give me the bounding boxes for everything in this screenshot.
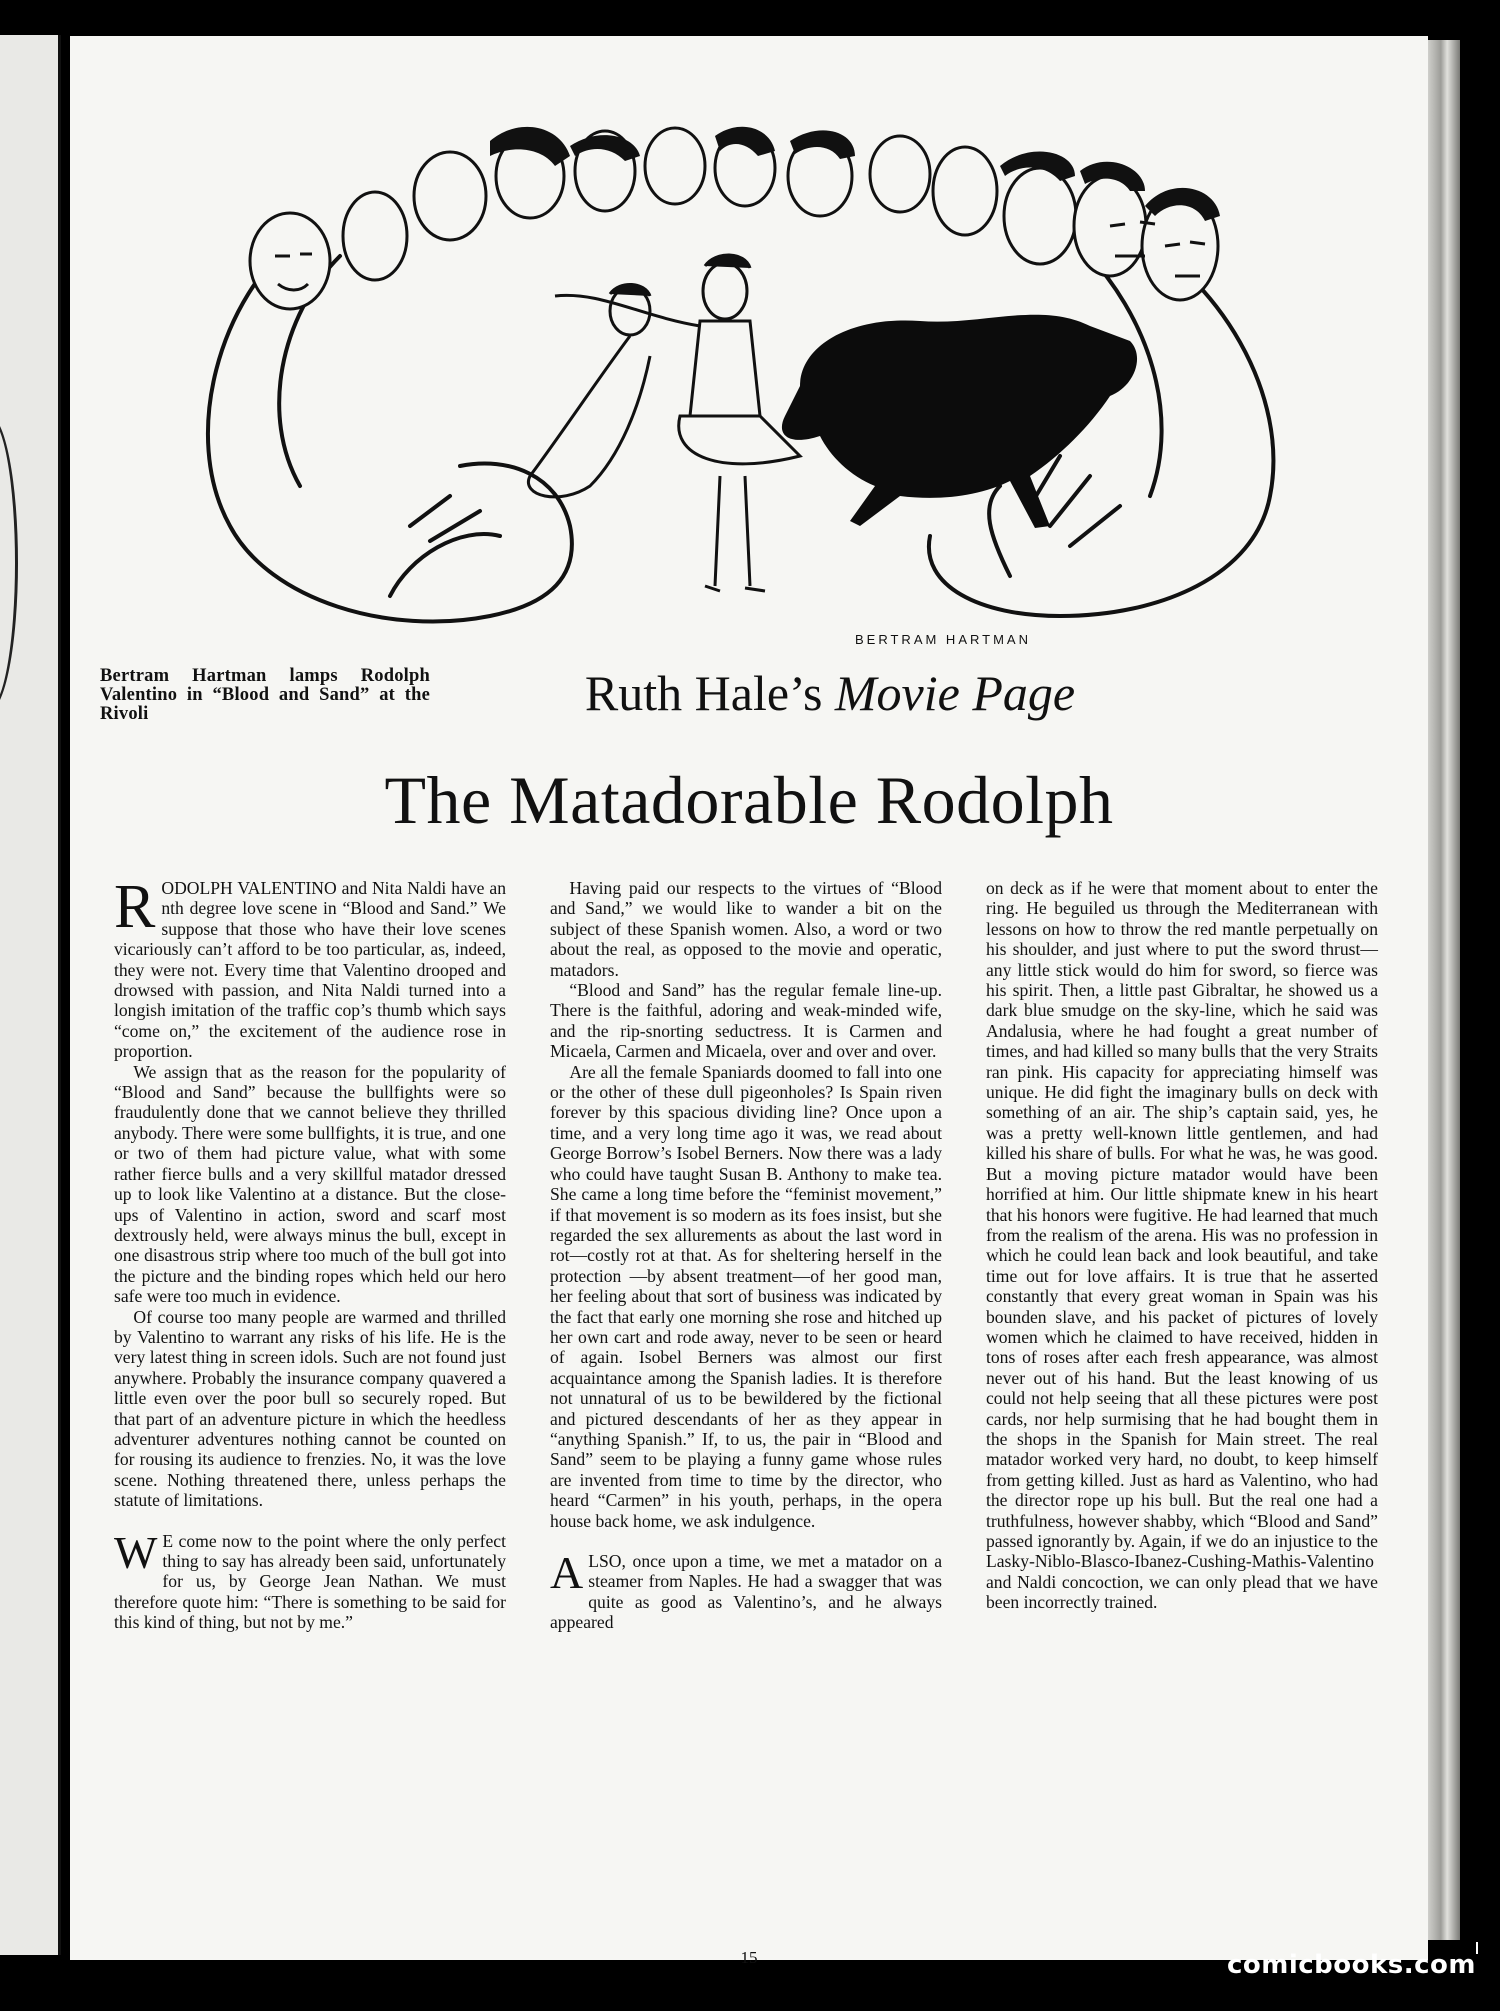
source-watermark: comicbooks.com xyxy=(1226,1950,1476,1980)
paragraph-text: ODOLPH VALENTINO and Nita Naldi have an nth degree love scene in “Blood and Sand.” We suppose that those who have their love scenes vicariously can’t afford to be too particular, as, indeed, they were not. Every time that Valentino drooped and drowsed with passion, and Nita Naldi turned into a longish imitation of the traffic cop’s thumb which says “come on,” the excitement of the audience rose in proportion. xyxy=(114,878,506,1062)
magazine-page xyxy=(70,36,1428,1967)
page-number: 15 xyxy=(740,1948,758,1967)
facing-page-edge xyxy=(0,35,61,1955)
article-column-3 xyxy=(986,878,1378,1613)
edge-mark xyxy=(1476,1942,1478,1954)
article-paragraph: on deck as if he were that moment about to enter the ring. He beguiled us through the Mediterranean with lessons on how to throw the red mantle perpetually on his shoulder, and just where to put the sword thrust—any little stick would do him for sword, so fierce was his spirit. Then, a little past Gibraltar, he showed us a dark blue smudge on the sky-line, which he said was Andalusia, where he had fought a great number of times, and had killed so many bulls that the very Straits ran pink. His capacity for appreciating himself was unique. He did fight the imaginary bulls on deck with something of an air. The ship’s captain said, yes, he was a pretty well-known little gentlemen, and had killed his share of bulls. For what he was, he was good. But a moving picture matador would have been horrified at him. Our little shipmate knew in his heart that his honors were fugitive. He had learned that much from the realism of the arena. His was no profession in which he could lean back and look beautiful, and take time out for love affairs. It is true that he asserted constantly that every great woman in Spain was his bounden slave, and his packet of pictures of lovely women which he claimed to have received, hidden in tons of roses after each fresh appearance, was almost never out of his hand. But the least knowing of us could not help seeing that all these pictures were post cards, nor help surmising that he had bought them in the shops in the Spanish for Main street. The real matador worked very hard, no doubt, to keep himself from getting killed. Just as hard as Valentino, who had the director rope up his bull. But the real one had a truthfulness, however shabby, which “Blood and Sand” passed ignorantly by. Again, if we do an injustice to the Lasky-Niblo-Blasco-Ibanez-Cushing-Mathis-Valentino and Naldi concoction, we can only plead that we have been incorrectly trained. xyxy=(986,878,1378,1613)
illustration-drawing xyxy=(160,56,1340,646)
drop-cap: W xyxy=(114,1526,158,1578)
article-paragraph: Are all the female Spaniards doomed to fall into one or the other of these dull pigeonholes? Is Spain riven forever by this spacious dividing line? Once upon a time, and a very long time ago it was, we read about George Borrow’s Isobel Berners. Now there was a lady who could have taught Susan B. Anthony to make tea. She came a long time before the “feminist movement,” if that movement is so modern as its foes insist, but she regarded the sex allurements as about the last word in rot—costly rot at that. As for sheltering herself in the protection —by absent treatment—of her good man, her feeling about that sort of business was indicated by the fact that early one morning she rose and hitched up her own cart and rode away, never to be seen or heard of again. Isobel Berners was almost our first acquaintance among the Spanish ladies. It is therefore not unnatural of us to be bewildered by the fictional and pictured descendants of her as they appear in “anything Spanish.” If, to us, the pair in “Blood and Sand” seem to be playing a funny game whose rules are invented from time to time by the director, who heard “Carmen” in his youth, perhaps, in the opera house back home, we ask indulgence. xyxy=(550,1061,942,1531)
article-column-2 xyxy=(550,878,942,1633)
illustration-caption: Bertram Hartman lamps Rodolph Valentino in “Blood and Sand” at the Rivoli xyxy=(100,666,430,724)
byline-author: Ruth Hale’s xyxy=(584,665,835,721)
article-paragraph xyxy=(114,1526,506,1633)
paragraph-text: E come now to the point where the only perfect thing to say has already been said, unfortunately for us, by George Jean Nathan. We must therefore quote him: “There is something to be said for this kind of thing, but not by me.” xyxy=(114,1530,506,1633)
article-paragraph: “Blood and Sand” has the regular female line-up. There is the faithful, adoring and weak-minded wife, and the rip-snorting seductress. It is Carmen and Micaela, Carmen and Micaela, over and over and over. xyxy=(550,980,942,1062)
column-byline xyxy=(430,665,1230,721)
article-paragraph: We assign that as the reason for the popularity of “Blood and Sand” because the bullfights were so fraudulently done that we cannot believe they thrilled anybody. There were some bullfights, it is true, and one or two of them had picture value, what with some rather fierce bulls and a very skillful matador dressed up to look like Valentino at a distance. But the close-ups of Valentino in action, sword and scarf most dextrously held, were always minus the bull, except in one disastrous strip where too much of the bull got into the picture and the binding ropes which held our hero safe were too much in evidence. xyxy=(114,1061,506,1307)
facing-page-illustration-fragment xyxy=(0,415,18,711)
article-paragraph: Having paid our respects to the virtues of “Blood and Sand,” we would like to wander a bit on the subject of these Spanish women. Also, a word or two about the real, as opposed to the movie and operatic, matadors. xyxy=(550,878,942,980)
article-column-1 xyxy=(114,873,506,1633)
paragraph-text: LSO, once upon a time, we met a matador on a steamer from Naples. He had a swagger that was quite as good as Valentino’s, and he always appeared xyxy=(550,1551,942,1633)
book-spine xyxy=(1428,40,1460,1940)
article-paragraph xyxy=(114,873,506,1062)
article-body xyxy=(114,873,1378,1918)
byline-section: Movie Page xyxy=(834,665,1076,721)
article-paragraph: Of course too many people are warmed and thrilled by Valentino to warrant any risks of his life. He is the very latest thing in screen idols. Such are not found just anywhere. Probably the insurance company quavered a little even over the poor bull so securely roped. But that part of an adventure picture in which the heedless adventurer adventures nothing cannot be counted on for rousing its audience to frenzies. No, it was the love scene. Nothing threatened there, unless perhaps the statute of limitations. xyxy=(114,1306,506,1511)
artist-signature: BERTRAM HARTMAN xyxy=(855,632,1031,647)
caricature-illustration xyxy=(160,56,1340,646)
article-paragraph xyxy=(550,1547,942,1633)
drop-cap: A xyxy=(550,1547,584,1598)
drop-cap: R xyxy=(114,873,156,941)
article-headline: The Matadorable Rodolph xyxy=(384,762,1114,838)
